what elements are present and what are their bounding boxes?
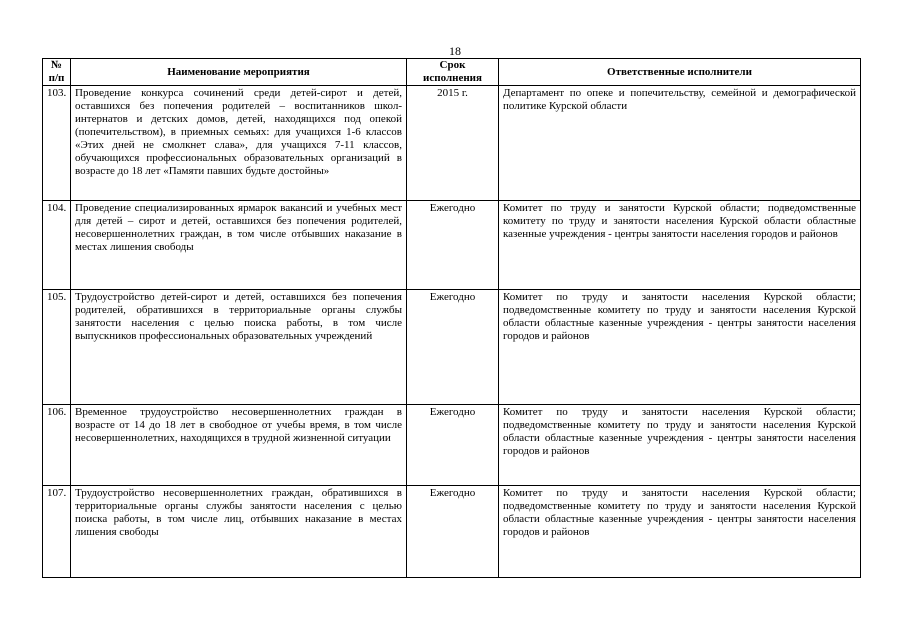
row-number: 105.: [43, 290, 71, 405]
row-number: 103.: [43, 86, 71, 201]
header-responsible: Ответственные исполнители: [499, 59, 861, 86]
responsible-executors: Департамент по опеке и попечительству, семейной и демографической политике Курской области: [499, 86, 861, 201]
responsible-executors: Комитет по труду и занятости населения Курской области; подведомственные комитету по труду и занятости населения Курской области областные казенные учреждения - центры занятости населения городов и районов: [499, 405, 861, 486]
activity-name: Проведение конкурса сочинений среди детей-сирот и детей, оставшихся без попечения родителей – воспитанников школ-интернатов и детских домов, детей, находящихся под опекой (попечительством), в приемных семьях: для учащихся 1-6 классов «Этих дней не смолкнет слава», для учащихся 7-11 классов, обучающихся профессиональных образовательных организаций в возрасте до 18 лет «Памяти павших будьте достойны»: [71, 86, 407, 201]
activity-table: [42, 58, 861, 578]
header-number: № п/п: [43, 59, 71, 86]
table-row: [43, 201, 861, 290]
deadline: Ежегодно: [407, 405, 499, 486]
deadline: Ежегодно: [407, 201, 499, 290]
responsible-executors: Комитет по труду и занятости населения Курской области; подведомственные комитету по труду и занятости населения Курской области областные казенные учреждения - центры занятости населения городов и районов: [499, 290, 861, 405]
row-number: 106.: [43, 405, 71, 486]
deadline: Ежегодно: [407, 290, 499, 405]
deadline: 2015 г.: [407, 86, 499, 201]
table-row: [43, 290, 861, 405]
table-row: [43, 86, 861, 201]
header-activity-name: Наименование мероприятия: [71, 59, 407, 86]
row-number: 104.: [43, 201, 71, 290]
table-row: [43, 486, 861, 578]
header-deadline: Срок исполнения: [407, 59, 499, 86]
table-header-row: [43, 59, 861, 86]
table-row: [43, 405, 861, 486]
activity-name: Трудоустройство несовершеннолетних граждан, обратившихся в территориальные органы службы занятости населения с целью поиска работы, в том числе лиц, отбывших наказание в местах лишения свободы: [71, 486, 407, 578]
responsible-executors: Комитет по труду и занятости Курской области; подведомственные комитету по труду и занятости населения Курской области областные казенные учреждения - центры занятости населения городов и районов: [499, 201, 861, 290]
row-number: 107.: [43, 486, 71, 578]
activity-name: Проведение специализированных ярмарок вакансий и учебных мест для детей – сирот и детей, оставшихся без попечения родителей, несовершеннолетних граждан, в том числе отбывших наказание в местах лишения свободы: [71, 201, 407, 290]
page-number: 18: [449, 44, 461, 58]
activity-name: Трудоустройство детей-сирот и детей, оставшихся без попечения родителей, обратившихся в территориальные органы службы занятости населения с целью поиска работы, в том числе выпускников профессиональных образовательных учреждений: [71, 290, 407, 405]
activity-name: Временное трудоустройство несовершеннолетних граждан в возрасте от 14 до 18 лет в свободное от учебы время, в том числе несовершеннолетних, находящихся в трудной жизненной ситуации: [71, 405, 407, 486]
deadline: Ежегодно: [407, 486, 499, 578]
responsible-executors: Комитет по труду и занятости населения Курской области; подведомственные комитету по труду и занятости населения Курской области областные казенные учреждения - центры занятости населения городов и районов: [499, 486, 861, 578]
